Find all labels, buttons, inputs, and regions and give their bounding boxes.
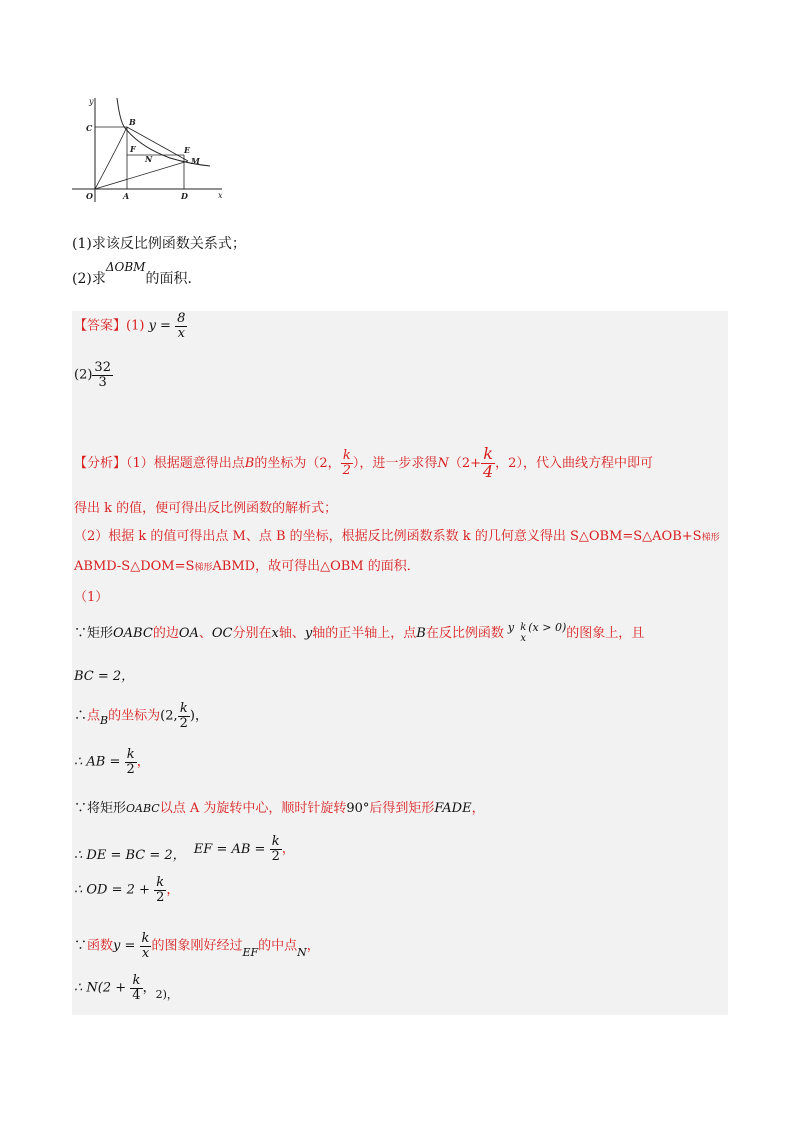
s1-g: 分别在 (232, 626, 272, 641)
s4-a: ∴ AB = (74, 754, 121, 770)
s3-e: (2, (160, 708, 178, 724)
label-B: B (129, 117, 136, 127)
label-M: M (191, 156, 200, 166)
answer-2-denominator: 3 (98, 374, 107, 390)
answer-line-2 (74, 361, 113, 389)
segment-BM (127, 127, 188, 161)
solution-line-9 (74, 974, 178, 1002)
s7-b: ， (166, 882, 180, 898)
answer-2-prefix: (2) (74, 367, 93, 383)
s8-frac (140, 932, 152, 960)
analysis-4a: ABMD-S△DOM=S (74, 559, 195, 574)
analysis-4-sub: 梯形 (194, 563, 213, 573)
s1-o: 的图象上，且 (566, 626, 645, 641)
question-part-2 (72, 260, 202, 288)
s8-c: y = (113, 938, 136, 954)
s5-e: 后得到矩形 (369, 801, 435, 816)
solution-line-4 (74, 748, 150, 776)
label-A: A (123, 191, 130, 201)
s6-b: EF = AB = (193, 841, 266, 857)
therefore-symbol-3: ∴ (74, 708, 88, 724)
answer-tag: 【答案】 (74, 318, 127, 334)
solution-line-5 (74, 797, 485, 816)
solution-line-7 (74, 876, 179, 904)
s9-frac (130, 974, 142, 1002)
s6-frac-num: k (270, 835, 282, 850)
s5-d: 90° (346, 801, 370, 816)
label-F: F (130, 144, 136, 154)
s9-c: 2)， (155, 987, 178, 1001)
answer-1-lhs: y = (148, 318, 171, 334)
s8-h: ， (306, 938, 320, 954)
s3-frac-den: 2 (179, 715, 188, 731)
analysis-line-4 (74, 555, 420, 574)
s3-f: )， (189, 708, 208, 724)
s5-a: ∵将矩形 (74, 801, 127, 816)
s4-frac (125, 748, 137, 776)
solution-line-1 (74, 622, 644, 644)
s3-b: 点 (87, 708, 101, 724)
s3-frac (178, 702, 190, 730)
s1-frac-den: x (520, 632, 527, 644)
solution-line-2: BC = 2， (74, 669, 135, 684)
s8-d: 的图象刚好经过 (151, 938, 243, 954)
s4-frac-den: 2 (126, 761, 135, 777)
point-B: B (416, 626, 426, 641)
analysis-1d: ），进一步求得 (352, 455, 438, 471)
s7-a: ∴ OD = 2 + (74, 882, 150, 898)
answer-2-numerator: 32 (94, 360, 111, 375)
analysis-frac-k4-num: k (481, 446, 495, 464)
analysis-frac-k4 (481, 446, 495, 481)
because-symbol: ∵矩形 (74, 626, 114, 641)
s8-frac-den: x (141, 945, 150, 961)
analysis-line-1 (74, 446, 653, 481)
label-y: y (89, 97, 94, 106)
side-OA: OA (178, 626, 199, 641)
analysis-3-sub: 梯形 (701, 533, 720, 543)
s9-frac-den: 4 (132, 987, 141, 1003)
s6-frac (270, 835, 282, 863)
answer-1-prefix: (1) (126, 318, 145, 334)
question-2-suffix: 的面积． (145, 271, 202, 287)
analysis-3: （2）根据 k 的值可得出点 M、点 B 的坐标，根据反比例函数系数 k 的几何意义得出 S△OBM=S△AOB+S (74, 529, 702, 544)
label-O: O (86, 191, 93, 201)
side-OC: OC (211, 626, 233, 641)
analysis-point-B: B (244, 455, 255, 471)
question-part-1: (1)求该反比例函数关系式； (72, 236, 246, 252)
analysis-frac-k4-den: 4 (482, 461, 494, 481)
s1-e: 、 (198, 626, 212, 641)
triangle-OBM-symbol: ΔOBM (105, 260, 146, 274)
answer-1-denominator: x (177, 325, 185, 341)
y-var: y (304, 626, 313, 641)
s7-frac (154, 876, 166, 904)
rect-OABC: OABC (113, 626, 153, 641)
analysis-line-3 (74, 525, 720, 544)
s9-frac-num: k (130, 974, 142, 989)
s1-frac (518, 623, 528, 644)
solution-line-3 (74, 702, 208, 730)
answer-2-fraction (92, 361, 113, 389)
question-2-prefix: (2)求 (72, 271, 106, 287)
label-C: C (86, 123, 93, 133)
s6-c: ， (281, 841, 295, 857)
s1-i: 轴、 (278, 626, 305, 641)
geometry-figure (70, 92, 230, 204)
analysis-point-N: N (437, 455, 449, 471)
s9-b: ， (142, 980, 156, 996)
s5-f: FADE (434, 801, 472, 816)
s3-frac-num: k (178, 702, 190, 717)
s3-d: 的坐标为 (108, 708, 161, 724)
s1-m: 在反比例函数 (425, 626, 504, 641)
answer-line-1 (74, 312, 187, 340)
s7-frac-den: 2 (156, 889, 165, 905)
s8-a: ∵ (74, 938, 88, 954)
s8-g: N (297, 945, 307, 959)
analysis-1f: ，2），代入曲线方程中即可 (495, 455, 653, 471)
solution-line-6 (74, 835, 295, 863)
analysis-tag: 【分析】 (74, 455, 127, 471)
segment-OB (95, 127, 127, 189)
analysis-frac-k2 (341, 449, 353, 477)
s1-cond: (x > 0) (528, 621, 567, 634)
solution-line-8 (74, 932, 320, 960)
analysis-frac-k2-num: k (341, 449, 353, 464)
s8-e: EF (242, 945, 259, 959)
s8-frac-num: k (141, 931, 150, 946)
s5-g: ， (471, 801, 485, 816)
answer-1-fraction (175, 312, 187, 340)
s1-k: 轴的正半轴上，点 (312, 626, 417, 641)
s6-frac-den: 2 (271, 848, 280, 864)
analysis-4b: ABMD，故可得出△OBM 的面积． (212, 559, 420, 574)
s6-a: ∴ DE = BC = 2， (74, 847, 186, 863)
s8-b: 函数 (87, 938, 114, 954)
s3-point-B: B (100, 713, 109, 727)
s8-f: 的中点 (258, 938, 298, 954)
analysis-1a: （1）根据题意得出点 (126, 455, 245, 471)
analysis-line-2: 得出 k 的值，便可得出反比例函数的解析式； (74, 501, 338, 516)
label-E: E (184, 145, 191, 155)
label-D: D (181, 191, 188, 201)
answer-panel (72, 311, 728, 1015)
s5-c: 以点 A 为旋转中心，顺时针旋转 (159, 801, 347, 816)
label-N: N (145, 154, 153, 164)
x-var: x (271, 626, 279, 641)
analysis-1e: （2+ (448, 455, 481, 471)
s1-c: 的边 (152, 626, 179, 641)
analysis-frac-k2-den: 2 (342, 462, 351, 478)
s5-b: OABC (126, 802, 160, 815)
solution-part-1-heading: （1） (74, 590, 109, 605)
label-x: x (218, 191, 223, 200)
s9-a: ∴ N(2 + (74, 980, 127, 996)
s4-b: ， (136, 754, 150, 770)
answer-1-numerator: 8 (177, 311, 186, 326)
s7-frac-num: k (154, 876, 166, 891)
analysis-1c: 的坐标为（2， (254, 455, 341, 471)
s1-frac-num: k (520, 622, 527, 633)
s4-frac-num: k (125, 748, 137, 763)
s1-y: y (507, 621, 515, 634)
segment-OM (95, 161, 188, 189)
